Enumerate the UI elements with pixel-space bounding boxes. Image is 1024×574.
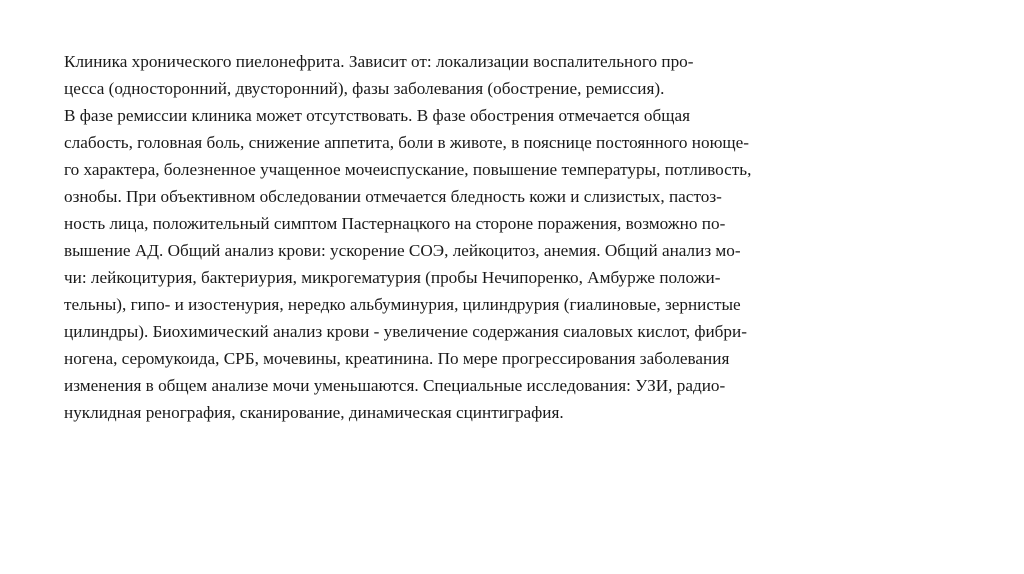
text-line: ногена, серомукоида, СРБ, мочевины, креатинина. По мере прогрессирования заболевания	[64, 349, 730, 368]
text-line: Клиника хронического пиелонефрита. Зависит от: локализации воспалительного про-	[64, 52, 694, 71]
text-line: вышение АД. Общий анализ крови: ускорение СОЭ, лейкоцитоз, анемия. Общий анализ мо-	[64, 241, 741, 260]
text-line: цилиндры). Биохимический анализ крови - увеличение содержания сиаловых кислот, фибри-	[64, 322, 747, 341]
text-line: цесса (односторонний, двусторонний), фазы заболевания (обострение, ремиссия).	[64, 79, 665, 98]
text-line: нуклидная ренография, сканирование, динамическая сцинтиграфия.	[64, 403, 564, 422]
text-line: ность лица, положительный симптом Пастернацкого на стороне поражения, возможно по-	[64, 214, 726, 233]
text-line: изменения в общем анализе мочи уменьшаются. Специальные исследования: УЗИ, радио-	[64, 376, 726, 395]
text-line: ознобы. При объективном обследовании отмечается бледность кожи и слизистых, пастоз-	[64, 187, 722, 206]
body-text	[64, 48, 964, 426]
text-line: го характера, болезненное учащенное мочеиспускание, повышение температуры, потливость,	[64, 160, 752, 179]
text-line: чи: лейкоцитурия, бактериурия, микрогематурия (пробы Нечипоренко, Амбурже положи-	[64, 268, 721, 287]
text-line: В фазе ремиссии клиника может отсутствовать. В фазе обострения отмечается общая	[64, 106, 690, 125]
text-line: слабость, головная боль, снижение аппетита, боли в животе, в пояснице постоянного ноюще-	[64, 133, 750, 152]
text-line: тельны), гипо- и изостенурия, нередко альбуминурия, цилиндрурия (гиалиновые, зернистые	[64, 295, 741, 314]
